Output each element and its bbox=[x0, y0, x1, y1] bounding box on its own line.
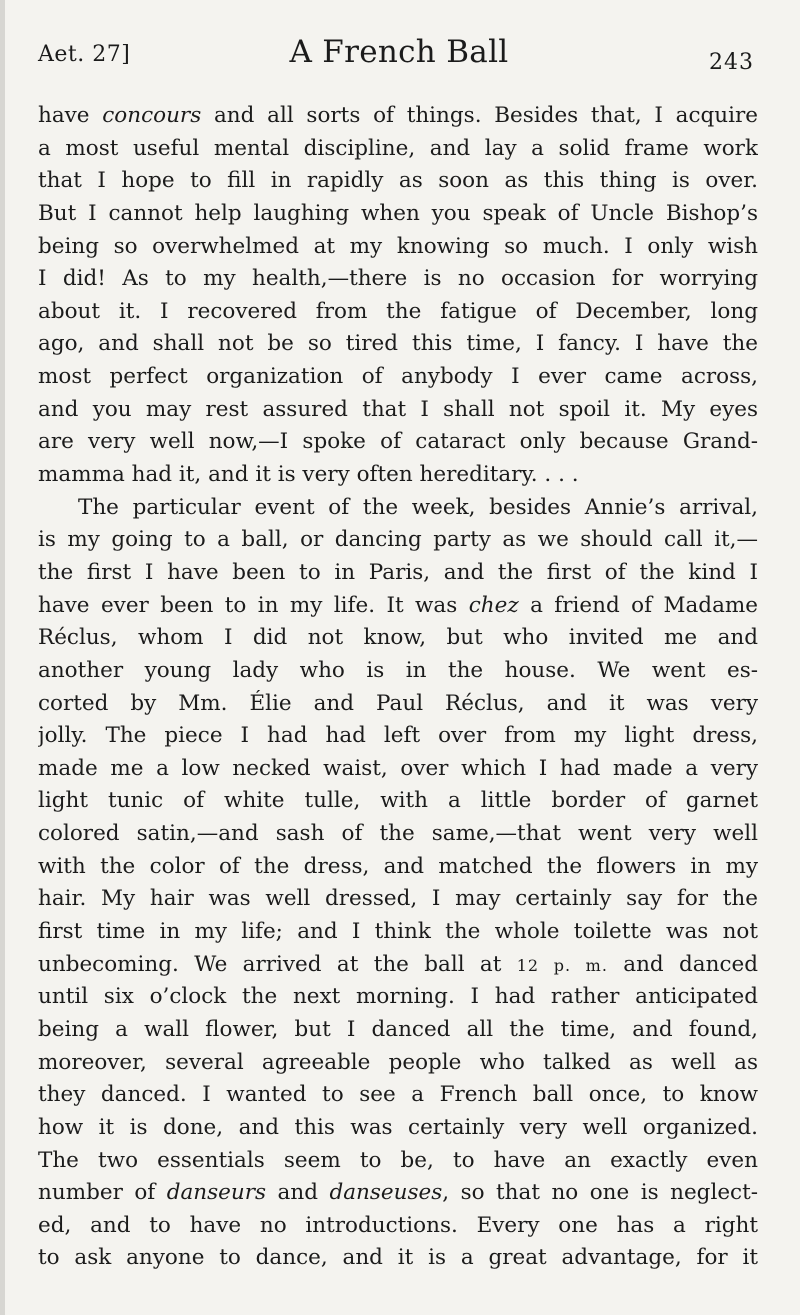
italic-word: danseurs bbox=[166, 1180, 267, 1206]
running-header bbox=[38, 28, 760, 88]
text-line: corted by Mm. Élie and Paul Réclus, and it was very bbox=[38, 690, 758, 716]
text-line: is my going to a ball, or dancing party as we should call it,— bbox=[38, 527, 758, 553]
text-line: about it. I recovered from the fatigue of December, long bbox=[38, 298, 758, 324]
text-line: are very well now,—I spoke of cataract only because Grand- bbox=[38, 429, 758, 455]
text-line: first time in my life; and I think the whole toilette was not bbox=[38, 919, 758, 945]
body-text bbox=[38, 100, 758, 1275]
text-line: ago, and shall not be so tired this time, I fancy. I have the bbox=[38, 331, 758, 357]
italic-word: concours bbox=[102, 103, 202, 128]
text-line: made me a low necked waist, over which I had made a very bbox=[38, 755, 758, 781]
page-edge-shadow bbox=[0, 0, 5, 1315]
text-line: how it is done, and this was certainly very well organized. bbox=[38, 1114, 758, 1140]
text-line: being a wall flower, but I danced all the time, and found, bbox=[38, 1016, 758, 1042]
text-line: I did! As to my health,—there is no occasion for worrying bbox=[38, 266, 758, 292]
text-line: and you may rest assured that I shall not spoil it. My eyes bbox=[38, 396, 758, 422]
text-line: colored satin,—and sash of the same,—that went very well bbox=[38, 821, 758, 847]
text-line: until six o’clock the next morning. I had rather anticipated bbox=[38, 984, 758, 1010]
text-line: jolly. The piece I had had left over from my light dress, bbox=[38, 723, 758, 749]
text-line: moreover, several agreeable people who talked as well as bbox=[38, 1049, 758, 1075]
page-number: 243 bbox=[709, 50, 754, 75]
text-line: hair. My hair was well dressed, I may certainly say for the bbox=[38, 886, 758, 912]
text-line: the first I have been to in Paris, and the first of the kind I bbox=[38, 559, 758, 585]
italic-word: chez bbox=[468, 592, 519, 618]
text-line: have concours and all sorts of things. Besides that, I acquire bbox=[38, 103, 758, 128]
text-line: unbecoming. We arrived at the ball at 12 p. m. and danced bbox=[38, 951, 758, 977]
text-line: they danced. I wanted to see a French ball once, to know bbox=[38, 1082, 758, 1108]
text-line: ed, and to have no introductions. Every one has a right bbox=[38, 1212, 758, 1238]
text-line: that I hope to fill in rapidly as soon as this thing is over. bbox=[38, 168, 758, 194]
text-line: have ever been to in my life. It was chez a friend of Madame bbox=[38, 592, 758, 618]
text-line: The two essentials seem to be, to have an exactly even bbox=[38, 1147, 758, 1173]
text-line: light tunic of white tulle, with a little border of garnet bbox=[38, 788, 758, 814]
paragraph-first-line: The particular event of the week, besides Annie’s arrival, bbox=[78, 494, 758, 520]
text-line: Réclus, whom I did not know, but who invited me and bbox=[38, 625, 758, 651]
small-caps-time: 12 p. m. bbox=[516, 955, 608, 975]
text-line: But I cannot help laughing when you speak of Uncle Bishop’s bbox=[38, 200, 758, 226]
running-head-title: A French Ball bbox=[289, 34, 509, 70]
running-head-age: Aet. 27] bbox=[38, 42, 131, 67]
italic-word: danseuses bbox=[329, 1180, 443, 1206]
text-line: another young lady who is in the house. We went es- bbox=[38, 657, 758, 683]
text-line: most perfect organization of anybody I ever came across, bbox=[38, 364, 758, 390]
text-line: to ask anyone to dance, and it is a great advantage, for it bbox=[38, 1245, 758, 1271]
text-line: a most useful mental discipline, and lay a solid frame work bbox=[38, 135, 758, 161]
text-line: being so overwhelmed at my knowing so much. I only wish bbox=[38, 233, 758, 259]
text-line: number of danseurs and danseuses, so that no one is neglect- bbox=[38, 1180, 758, 1206]
text-line: mamma had it, and it is very often hereditary. . . . bbox=[38, 462, 579, 488]
text-line: with the color of the dress, and matched the flowers in my bbox=[38, 853, 758, 879]
